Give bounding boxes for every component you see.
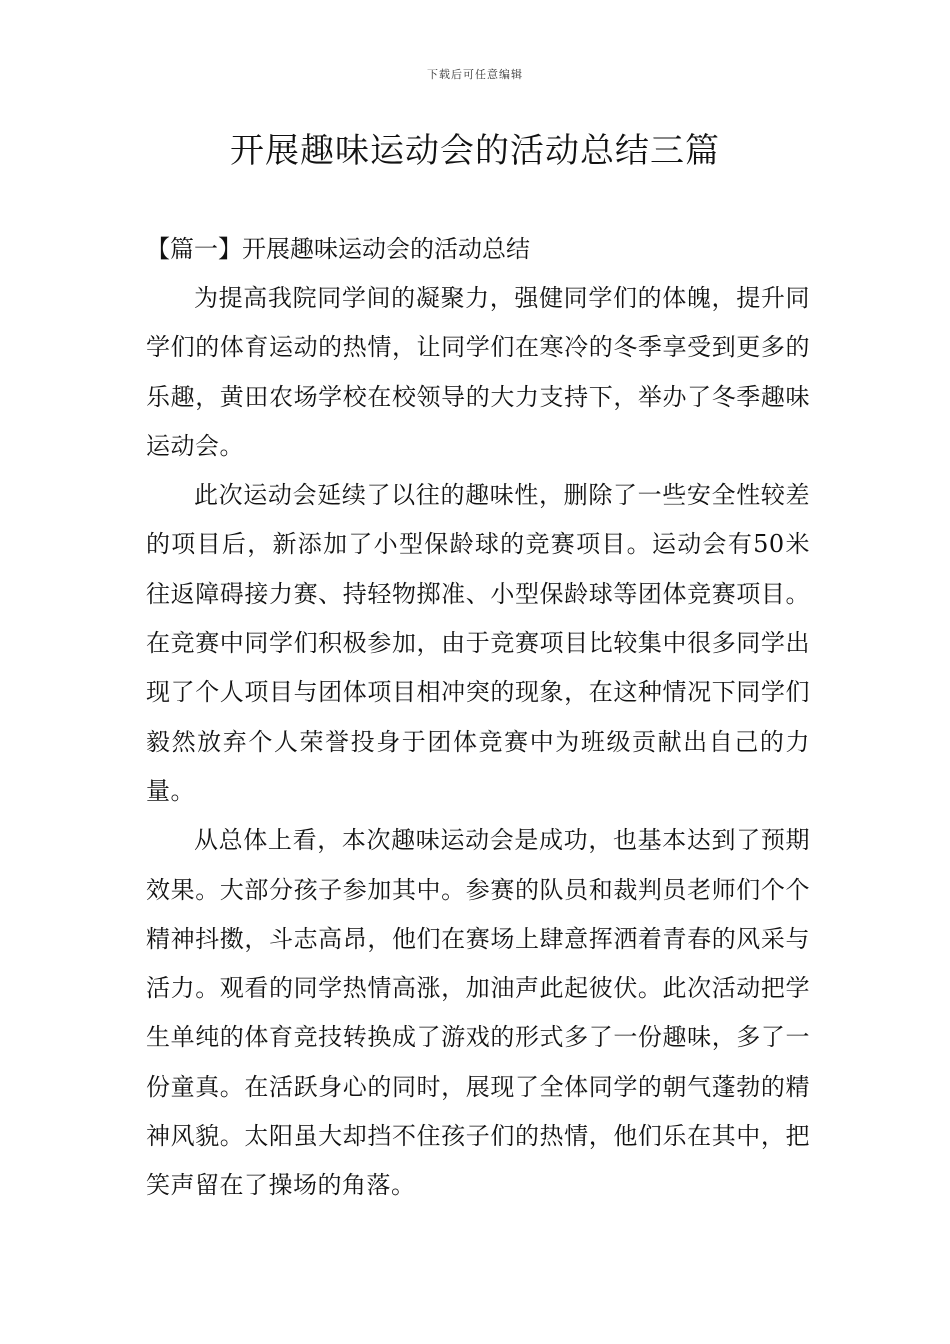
- section-heading: 【篇一】开展趣味运动会的活动总结: [146, 235, 530, 263]
- paragraph: 从总体上看，本次趣味运动会是成功，也基本达到了预期效果。大部分孩子参加其中。参赛的队员和裁判员老师们个个精神抖擞，斗志高昂，他们在赛场上肆意挥洒着青春的风采与活力。观看的同学热情高涨，加油声此起彼伏。此次活动把学生单纯的体育竞技转换成了游戏的形式多了一份趣味，多了一份童真。在活跃身心的同时，展现了全体同学的朝气蓬勃的精神风貌。太阳虽大却挡不住孩子们的热情，他们乐在其中，把笑声留在了操场的角落。: [146, 826, 810, 1200]
- paragraph: 为提高我院同学间的凝聚力，强健同学们的体魄，提升同学们的体育运动的热情，让同学们在寒冷的冬季享受到更多的乐趣，黄田农场学校在校领导的大力支持下，举办了冬季趣味运动会。: [146, 284, 810, 460]
- document-title: 开展趣味运动会的活动总结三篇: [230, 131, 720, 171]
- header-note: 下载后可任意编辑: [427, 68, 523, 81]
- paragraph: 此次运动会延续了以往的趣味性，删除了一些安全性较差的项目后，新添加了小型保龄球的竞赛项目。运动会有50米往返障碍接力赛、持轻物掷准、小型保龄球等团体竞赛项目。在竞赛中同学们积极参加，由于竞赛项目比较集中很多同学出现了个人项目与团体项目相冲突的现象，在这种情况下同学们毅然放弃个人荣誉投身于团体竞赛中为班级贡献出自己的力量。: [146, 481, 810, 805]
- document-body: [146, 224, 810, 1211]
